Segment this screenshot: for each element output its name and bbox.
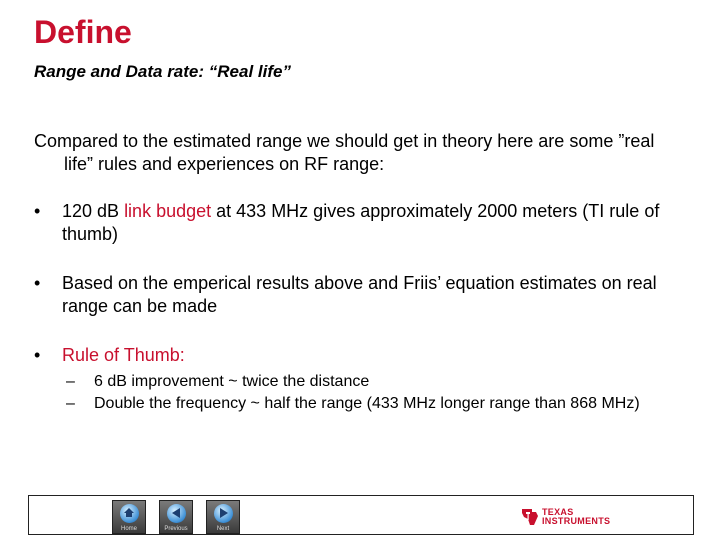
home-button[interactable] [112,500,146,534]
ti-wordmark-line2: INSTRUMENTS [542,516,611,526]
intro-paragraph: Compared to the estimated range we should get in theory here are some ”real life” rules and experiences on RF range: [34,131,655,174]
bullet-marker: • [34,201,41,221]
next-icon [214,504,233,523]
subitem-6db [66,371,684,393]
previous-icon [167,504,186,523]
bullet-rule-of-thumb [34,344,684,367]
home-icon [120,504,139,523]
texas-instruments-logo [520,505,620,529]
home-label: Home [120,526,137,532]
slide-subtitle: Range and Data rate: “Real life” [34,62,291,81]
bullet-friis [34,272,684,318]
bullet-text-post: at 433 MHz gives approximately 2000 meters (TI rule of thumb) [62,201,660,244]
slide-body [34,130,684,415]
previous-button[interactable] [159,500,193,534]
bullet-text-pre: 120 dB [62,201,125,221]
subitem-frequency [66,393,684,415]
previous-label: Previous [164,526,188,532]
bullet-marker: • [34,345,41,365]
next-button[interactable] [206,500,240,534]
bullet-text: Based on the emperical results above and Friis’ equation estimates on real range can be made [62,273,657,316]
next-label: Next [216,526,230,532]
subitem-text: Double the frequency ~ half the range (433 MHz longer range than 868 MHz) [94,395,640,412]
ti-wordmark-line1: TEXAS [542,507,574,517]
ti-emblem-icon [520,507,540,527]
dash-marker: – [66,395,75,412]
ti-wordmark [542,508,610,526]
subitem-text: 6 dB improvement ~ twice the distance [94,373,370,390]
slide-title: Define [34,14,132,50]
bullet-link-budget [34,200,684,246]
link-budget-highlight: link budget [124,201,212,221]
rule-of-thumb-subitems [34,371,684,415]
bullet-marker: • [34,273,41,293]
rule-of-thumb-heading: Rule of Thumb: [62,345,185,365]
dash-marker: – [66,373,75,390]
